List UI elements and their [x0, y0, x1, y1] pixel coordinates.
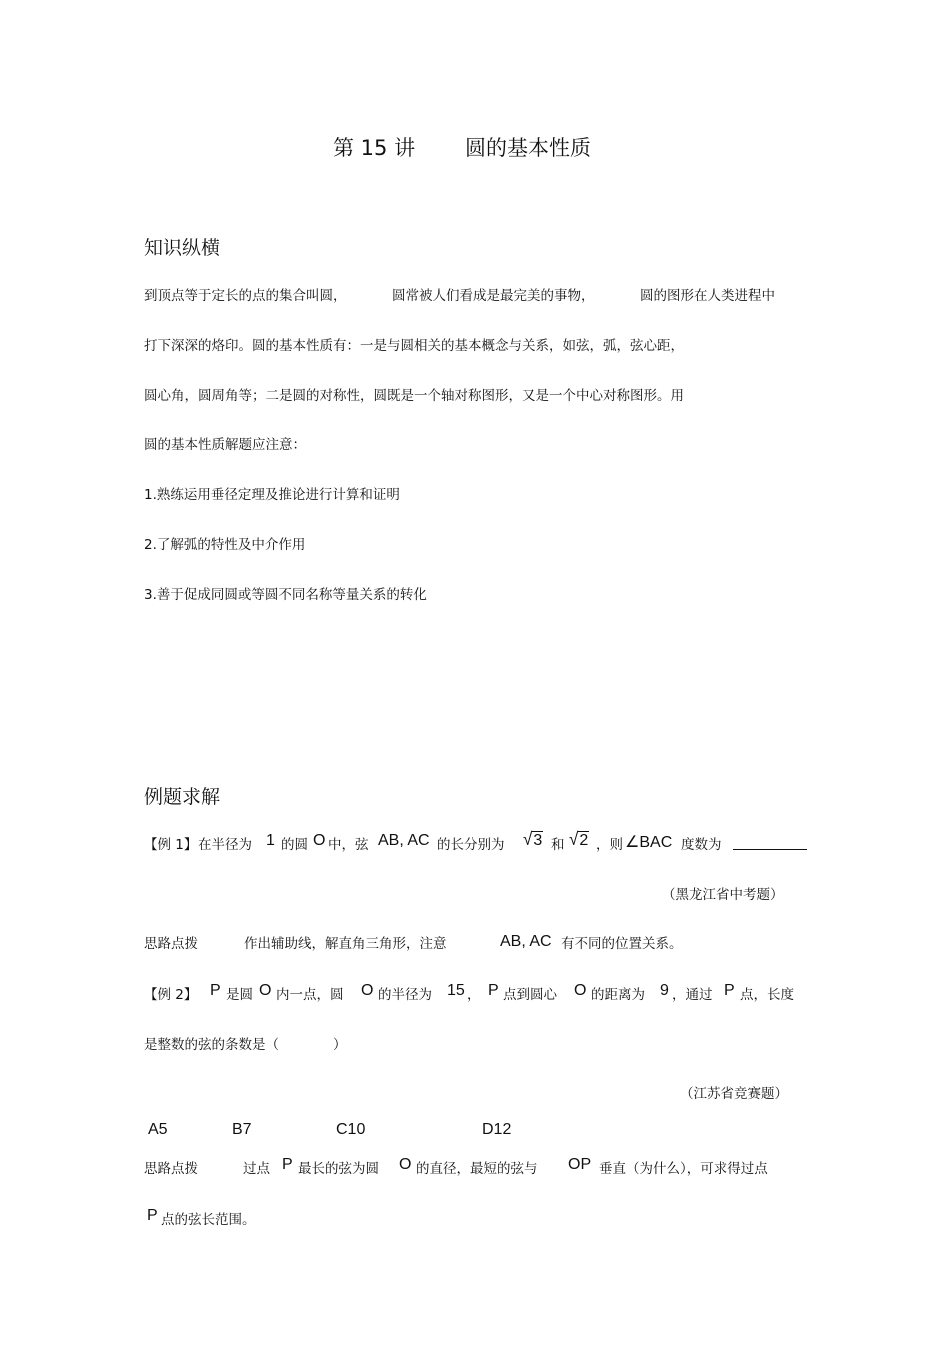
paragraph-line: 到顶点等于定长的点的集合叫圆， [144, 288, 347, 304]
sqrt-expression: √3 [523, 829, 543, 850]
example-text: ， [467, 987, 481, 1003]
example-text: 是整数的弦的条数是（ ） [144, 1037, 347, 1053]
hint-text: 垂直（为什么），可求得过点 [599, 1161, 768, 1177]
example-text: 中，弦 [328, 837, 369, 853]
example-text: 在半径为 [198, 837, 252, 853]
math-symbol: ∠BAC [625, 834, 673, 851]
math-symbol: AB, AC [500, 933, 552, 950]
example-text: 内一点，圆 [276, 987, 344, 1003]
hint-text: 点的弦长范围。 [161, 1212, 256, 1228]
paragraph-line: 打下深深的烙印。圆的基本性质有：一是与圆相关的基本概念与关系，如弦，弧，弦心距， [144, 338, 684, 354]
example-text: 是圆 [226, 987, 253, 1003]
section-heading-examples: 例题求解 [144, 786, 221, 808]
math-value: 15 [447, 982, 465, 999]
math-symbol: O [313, 832, 326, 849]
math-symbol: AB, AC [378, 832, 430, 849]
note-item: 3.善于促成同圆或等圆不同名称等量关系的转化 [144, 587, 427, 603]
math-value: 1 [266, 832, 275, 849]
math-symbol: O [259, 982, 272, 999]
hint-label: 思路点拨 [144, 936, 198, 952]
math-symbol: P [210, 982, 221, 999]
math-value: 9 [660, 982, 669, 999]
hint-label: 思路点拨 [144, 1161, 198, 1177]
math-symbol: O [399, 1156, 412, 1173]
example-text: 度数为 [681, 837, 722, 853]
paragraph-line: 圆常被人们看成是最完美的事物， [392, 288, 595, 304]
math-symbol: P [724, 982, 735, 999]
example-text: 和 [551, 837, 565, 853]
note-item: 2.了解弧的特性及中介作用 [144, 537, 306, 553]
example-text: 点，长度 [740, 987, 794, 1003]
example-label: 【例 2】 [144, 987, 198, 1003]
math-symbol: OP [568, 1156, 592, 1173]
math-symbol: P [282, 1156, 293, 1173]
math-symbol: O [574, 982, 587, 999]
hint-text: 最长的弦为圆 [298, 1161, 379, 1177]
option-c: C10 [336, 1121, 366, 1138]
example-text: 点到圆心 [503, 987, 557, 1003]
example-text: 的长分别为 [437, 837, 505, 853]
math-symbol: P [488, 982, 499, 999]
hint-text: 的直径，最短的弦与 [416, 1161, 538, 1177]
paragraph-line: 圆的图形在人类进程中 [640, 288, 775, 304]
source-note: （江苏省竞赛题） [680, 1086, 788, 1102]
paragraph-line: 圆的基本性质解题应注意： [144, 437, 306, 453]
hint-text: 作出辅助线，解直角三角形，注意 [244, 936, 447, 952]
math-symbol: O [361, 982, 374, 999]
lecture-number: 第 15 讲 [333, 136, 416, 160]
option-a: A5 [148, 1121, 168, 1138]
example-text: 的圆 [281, 837, 308, 853]
sqrt-icon: √ [569, 829, 579, 850]
paragraph-line: 圆心角，圆周角等；二是圆的对称性，圆既是一个轴对称图形，又是一个中心对称图形。用 [144, 388, 684, 404]
example-text: 的距离为 [591, 987, 645, 1003]
example-text: 的半径为 [378, 987, 432, 1003]
page-title: 圆的基本性质 [465, 136, 591, 160]
section-heading-knowledge: 知识纵横 [144, 237, 221, 259]
answer-blank [733, 848, 807, 850]
example-text: ，通过 [672, 987, 713, 1003]
math-symbol: P [147, 1207, 158, 1224]
option-d: D12 [482, 1121, 512, 1138]
source-note: （黑龙江省中考题） [662, 887, 784, 903]
example-label: 【例 1】 [144, 837, 198, 853]
hint-text: 有不同的位置关系。 [561, 936, 683, 952]
example-text: ，则 [596, 837, 623, 853]
sqrt-icon: √ [523, 829, 533, 850]
hint-text: 过点 [243, 1161, 270, 1177]
sqrt-expression: √2 [569, 829, 589, 850]
note-item: 1.熟练运用垂径定理及推论进行计算和证明 [144, 487, 400, 503]
option-b: B7 [232, 1121, 252, 1138]
